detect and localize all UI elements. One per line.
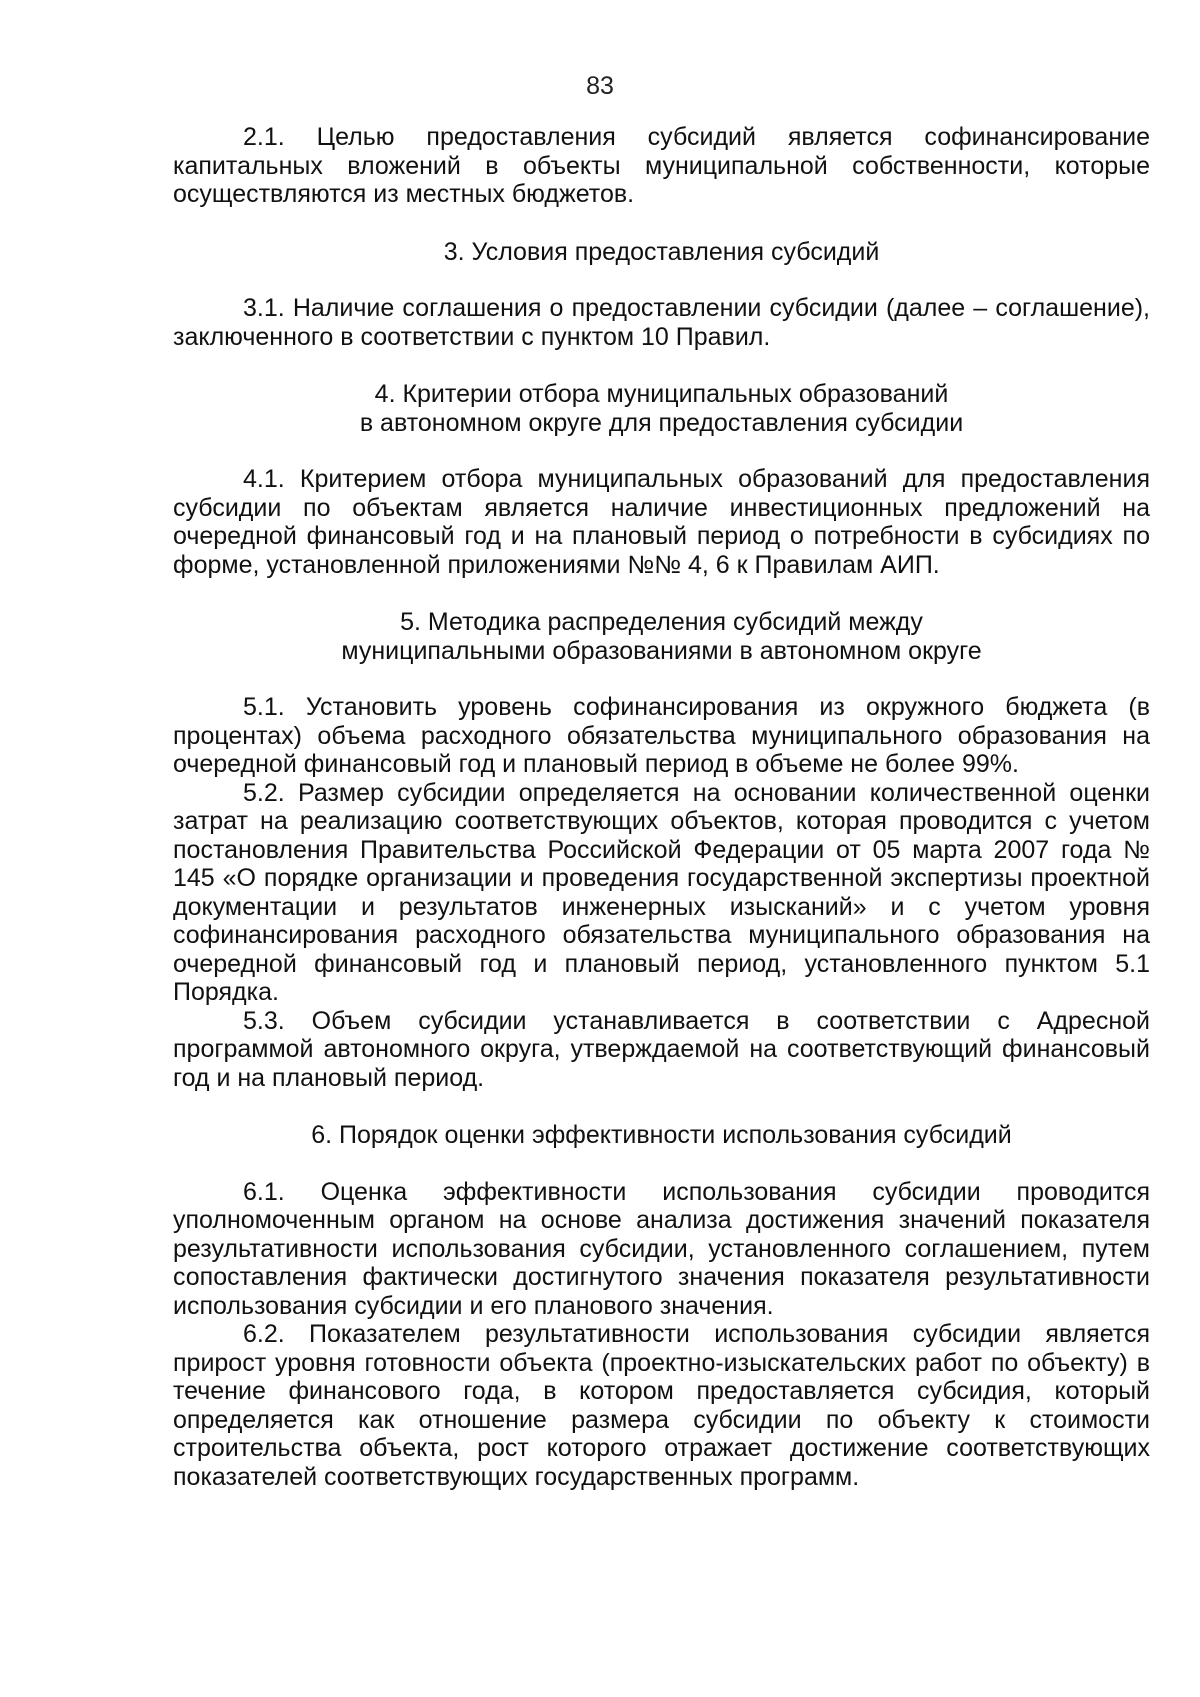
spacer xyxy=(173,437,1150,465)
paragraph-2-1: 2.1. Целью предоставления субсидий является софинансирование капитальных вложений в объекты муниципальной собственности, которые осуществляются из местных бюджетов. xyxy=(173,123,1150,208)
paragraph-6-1: 6.1. Оценка эффективности использования субсидии проводится уполномоченным органом на основе анализа достижения значений показателя результативности использования субсидии, установленного соглашением, путем сопоставления фактически достигнутого значения показателя результативности использования субсидии и его планового значения. xyxy=(173,1177,1150,1320)
section-heading-3: 3. Условия предоставления субсидий xyxy=(443,237,880,266)
spacer xyxy=(173,665,1150,693)
spacer xyxy=(173,579,1150,608)
section-heading-5-line-2: муниципальными образованиями в автономном округе xyxy=(341,636,982,665)
document-body xyxy=(173,123,1150,1491)
spacer xyxy=(173,266,1150,294)
spacer xyxy=(173,351,1150,380)
spacer xyxy=(173,209,1150,238)
section-heading-4-line-1: 4. Критерии отбора муниципальных образований xyxy=(374,380,949,408)
spacer xyxy=(173,1150,1150,1178)
section-heading-5 xyxy=(173,608,1150,665)
spacer xyxy=(173,1092,1150,1121)
paragraph-5-3: 5.3. Объем субсидии устанавливается в соответствии с Адресной программой автономного округа, утверждаемой на соответствующий финансовый год и на плановый период. xyxy=(173,1006,1150,1092)
paragraph-6-2: 6.2. Показателем результативности использования субсидии является прирост уровня готовности объекта (проектно-изыскательских работ по объекту) в течение финансового года, в котором предоставляется субсидия, который определяется как отношение размера субсидии по объекту к стоимости строительства объекта, рост которого отражает достижение соответствующих показателей соответствующих государственных программ. xyxy=(173,1320,1150,1491)
paragraph-4-1: 4.1. Критерием отбора муниципальных образований для предоставления субсидии по объектам является наличие инвестиционных предложений на очередной финансовый год и на плановый период о потребности в субсидиях по форме, установленной приложениями №№ 4, 6 к Правилам АИП. xyxy=(173,465,1150,579)
paragraph-5-2: 5.2. Размер субсидии определяется на основании количественной оценки затрат на реализацию соответствующих объектов, которая проводится с учетом постановления Правительства Российской Федерации от 05 марта 2007 года № 145 «О порядке организации и проведения государственной экспертизы проектной документации и результатов инженерных изысканий» и с учетом уровня софинансирования расходного обязательства муниципального образования на очередной финансовый год и плановый период, установленного пунктом 5.1 Порядка. xyxy=(173,778,1150,1006)
page-number: 83 xyxy=(586,72,614,100)
section-heading-4 xyxy=(173,380,1150,437)
paragraph-5-1: 5.1. Установить уровень софинансирования из окружного бюджета (в процентах) объема расходного обязательства муниципального образования на очередной финансовый год и плановый период в объеме не более 99%. xyxy=(173,693,1150,778)
section-heading-5-line-1: 5. Методика распределения субсидий между xyxy=(400,608,923,636)
paragraph-3-1: 3.1. Наличие соглашения о предоставлении субсидии (далее – соглашение), заключенного в соответствии с пунктом 10 Правил. xyxy=(173,294,1150,351)
section-heading-6: 6. Порядок оценки эффективности использования субсидий xyxy=(311,1121,1012,1149)
section-heading-4-line-2: в автономном округе для предоставления субсидии xyxy=(359,408,964,437)
